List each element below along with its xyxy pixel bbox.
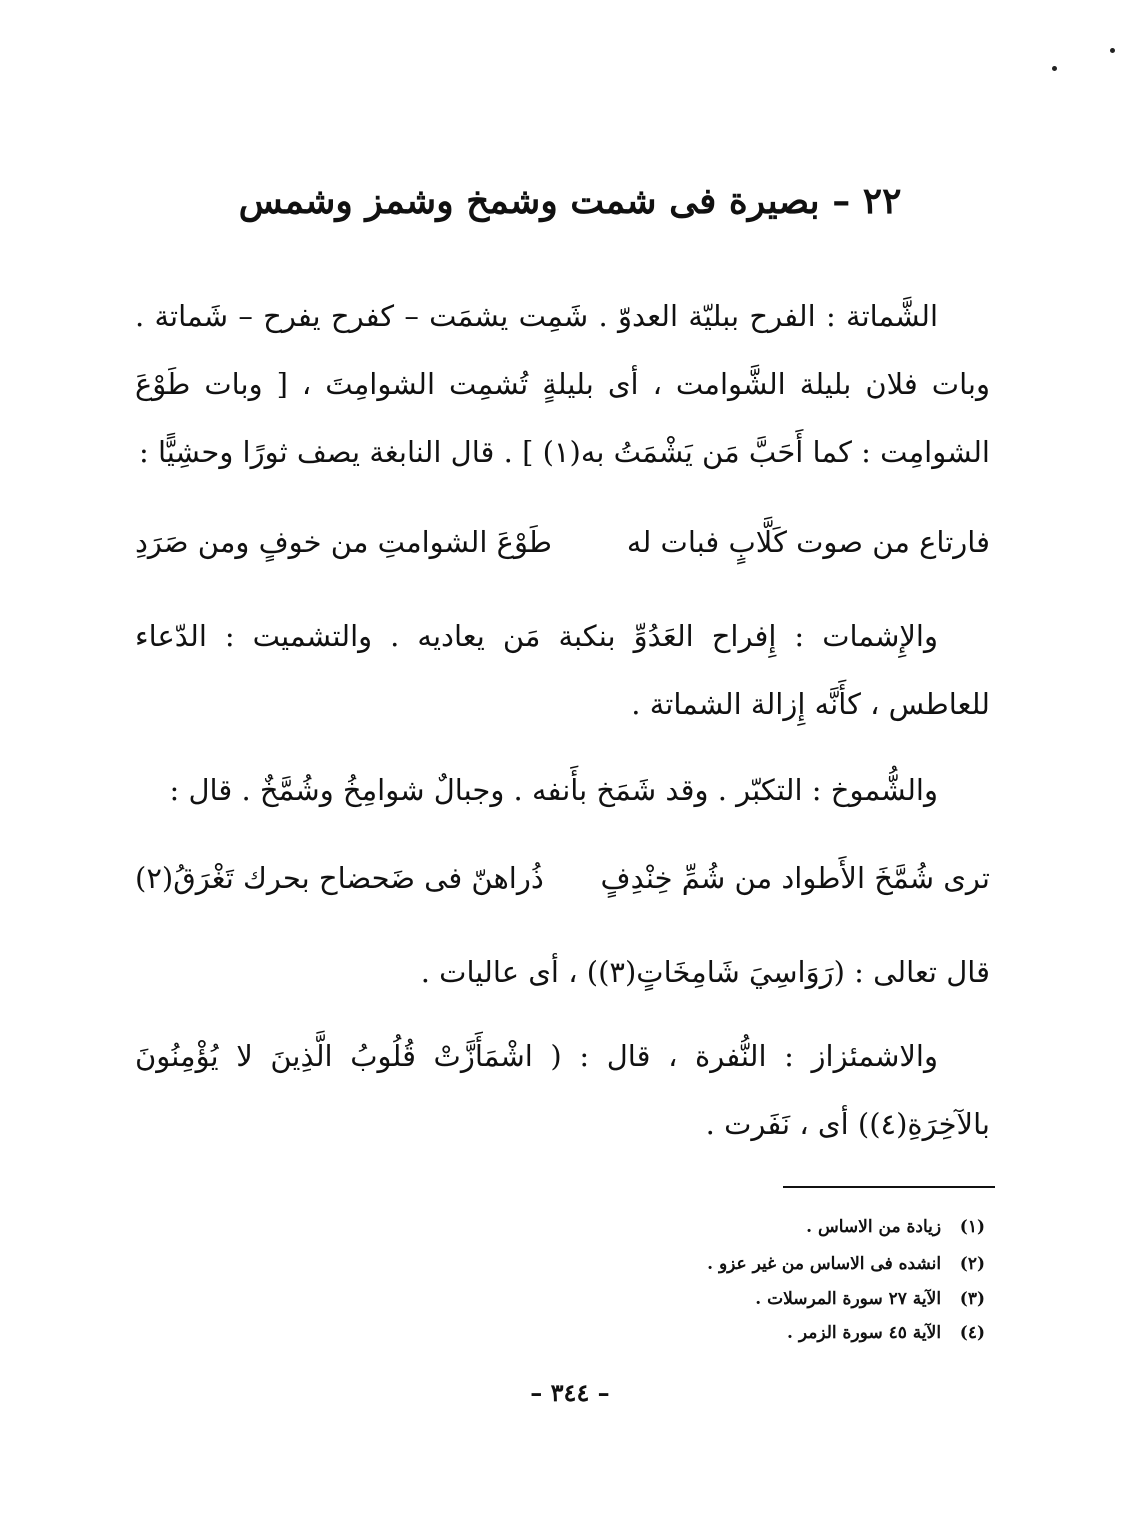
verse-second-hemistich: طَوْعَ الشوامتِ من خوفٍ ومن صَرَدِ: [135, 525, 553, 559]
footnote-text: زيادة من الاساس .: [806, 1217, 942, 1237]
page-number: – ٣٤٤ –: [530, 1378, 610, 1407]
footnote-text: انشده فى الاساس من غير عزو .: [707, 1254, 942, 1274]
section-title: ٢٢ – بصيرة فى شمت وشمخ وشمز وشمس: [238, 180, 902, 222]
footnote-divider: [783, 1186, 995, 1188]
paragraph-quran-shamikhat: قال تعالى : (رَوَاسِيَ شَامِخَاتٍ(٣)) ، أى عاليات .: [420, 955, 990, 989]
footnote-number: (٢): [959, 1254, 985, 1274]
paragraph-shamata: الشَّماتة : الفرح ببليّة العدوّ . شَمِت يشمَت – كفرح يفرح – شَماتة . وبات فلان بليلة الشَّوامت ، أى بليلةٍ تُشمِت الشوامِتَ ، [ وبات طَوْعَ الشوامِت : كما أَحَبَّ مَن يَشْمَتُ به(١) ] . قال النابغة يصف ثورًا وحشِيًّا :: [135, 299, 990, 469]
footnote-1: [560, 1212, 985, 1242]
verse-first-hemistich: فارتاع من صوت كَلَّابٍ فبات له: [626, 525, 990, 559]
footnote-2: [560, 1249, 985, 1279]
scan-speck: [1110, 48, 1115, 53]
footnote-text: الآية ٤٥ سورة الزمر .: [787, 1323, 942, 1343]
footnote-number: (٤): [959, 1323, 985, 1343]
footnote-number: (١): [959, 1217, 985, 1237]
verse-second-hemistich: ذُراهنّ فى ضَحضاح بحرك تَغْرَقُ(٢): [135, 861, 544, 895]
paragraph-shumukh: والشُّموخ : التكبّر . وقد شَمَخ بأَنفه . وجبالٌ شوامِخُ وشُمَّخٌ . قال :: [169, 773, 938, 807]
verse-first-hemistich: ترى شُمَّخَ الأَطواد من شُمِّ خِنْدِفٍ: [600, 861, 990, 895]
paragraph-ishmat: والإِشمات : إِفراح العَدُوِّ بنكبة مَن يعاديه . والتشميت : الدّعاء للعاطس ، كأَنَّه إِزالة الشماتة .: [135, 619, 990, 721]
verse-shummakh: [135, 848, 990, 908]
footnote-3: [560, 1284, 985, 1314]
scan-speck: [1052, 66, 1057, 71]
verse-nabigha: [135, 512, 990, 572]
footnote-number: (٣): [959, 1289, 985, 1309]
footnote-text: الآية ٢٧ سورة المرسلات .: [755, 1289, 942, 1309]
paragraph-ishmiazaz: والاشمئزاز : النُّفرة ، قال : ( اشْمَأَزَّتْ قُلُوبُ الَّذِينَ لا يُؤْمِنُونَ بالآخِرَةِ(٤)) أى ، نَفَرت .: [135, 1039, 990, 1141]
footnote-4: [560, 1318, 985, 1348]
